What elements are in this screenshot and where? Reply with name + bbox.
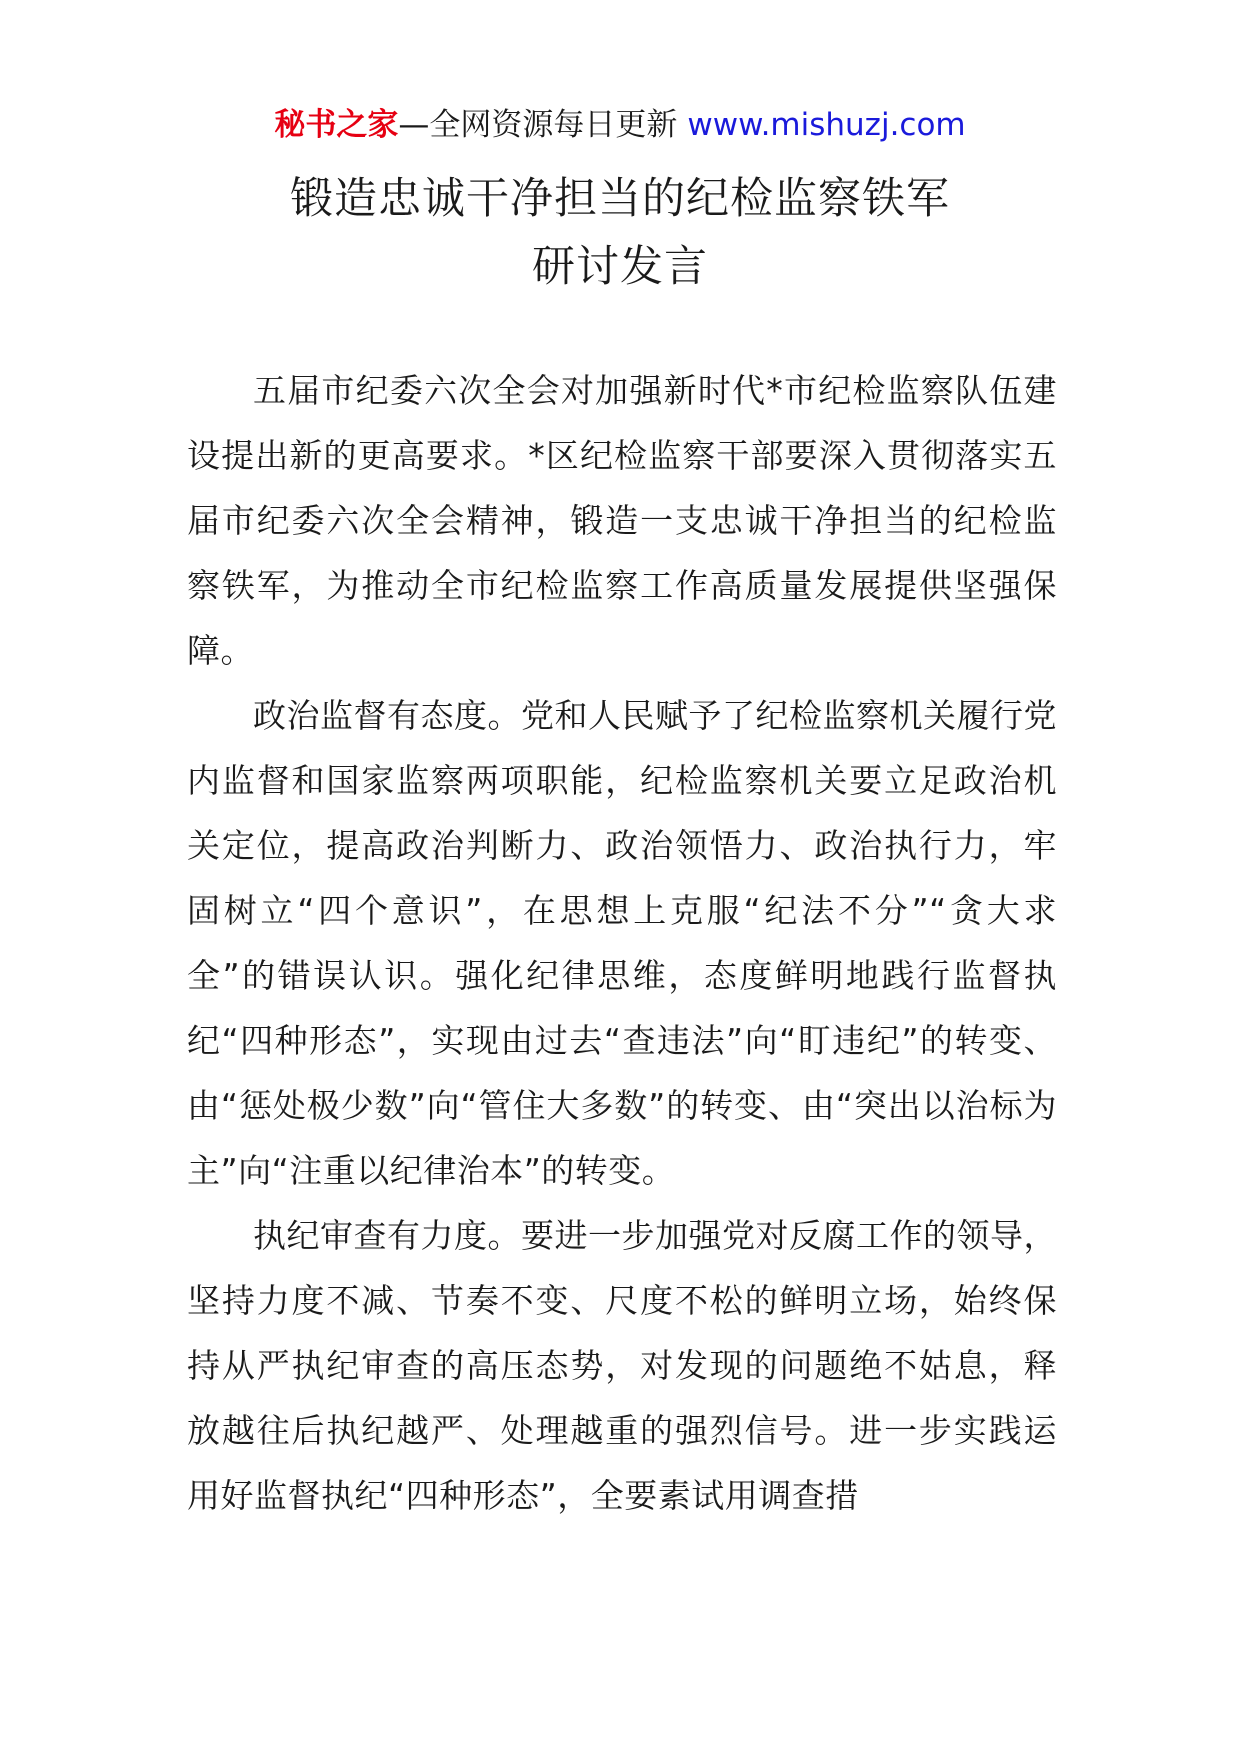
site-tagline: —全网资源每日更新 xyxy=(398,107,678,143)
paragraph-discipline-review: 执纪审查有力度。要进一步加强党对反腐工作的领导，坚持力度不减、节奏不变、尺度不松的鲜明立场，始终保持从严执纪审查的高压态势，对发现的问题绝不姑息，释放越往后执纪越严、处理越重的强烈信号。进一步实践运用好监督执纪“四种形态”，全要素试用调查措 xyxy=(187,1216,1057,1515)
document-body xyxy=(187,358,1057,1528)
title-line-1: 锻造忠诚干净担当的纪检监察铁军 xyxy=(290,174,950,224)
document-title xyxy=(0,165,1240,301)
paragraph-political-supervision: 政治监督有态度。党和人民赋予了纪检监察机关履行党内监督和国家监察两项职能，纪检监察机关要立足政治机关定位，提高政治判断力、政治领悟力、政治执行力，牢固树立“四个意识”，在思想上克服“纪法不分”“贪大求全”的错误认识。强化纪律思维，态度鲜明地践行监督执纪“四种形态”，实现由过去“查违法”向“盯违纪”的转变、由“惩处极少数”向“管住大多数”的转变、由“突出以治标为主”向“注重以纪律治本”的转变。 xyxy=(187,696,1057,1190)
site-brand: 秘书之家 xyxy=(274,107,399,143)
paragraph-intro: 五届市纪委六次全会对加强新时代*市纪检监察队伍建设提出新的更高要求。*区纪检监察干部要深入贯彻落实五届市纪委六次全会精神，锻造一支忠诚干净担当的纪检监察铁军，为推动全市纪检监察工作高质量发展提供坚强保障。 xyxy=(187,371,1057,670)
site-header xyxy=(0,103,1240,147)
site-url-link[interactable]: www.mishuzj.com xyxy=(687,107,966,143)
title-line-2: 研讨发言 xyxy=(532,242,708,292)
